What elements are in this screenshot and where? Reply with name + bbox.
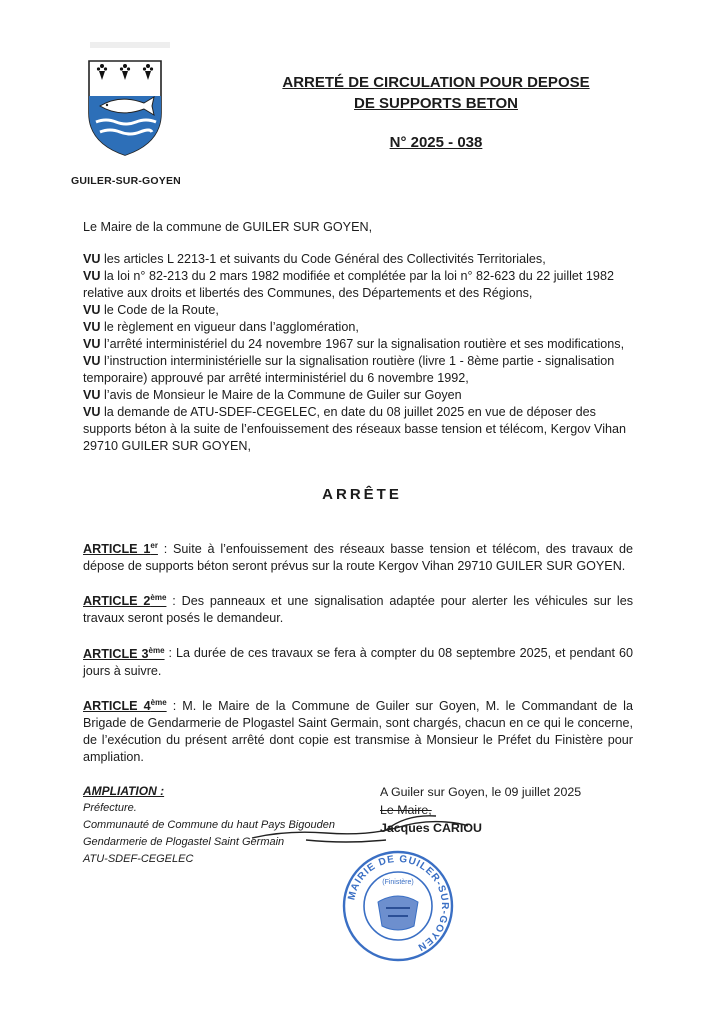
arrete-heading: ARRÊTE — [322, 486, 402, 503]
ampliation-recipient: ATU-SDEF-CEGELEC — [83, 853, 194, 865]
ampliation-recipient: Communauté de Commune du haut Pays Bigouden — [83, 819, 335, 831]
article-label-suffix: ème — [150, 697, 167, 707]
consideration-item — [83, 251, 633, 268]
ampliation-title: AMPLIATION : — [83, 784, 165, 798]
article-text: : Suite à l’enfouissement des réseaux basse tension et télécom, des travaux de dépose de supports béton seront prévus sur la route Kergov Vihan 29710 GUILER SUR GOYEN. — [83, 542, 634, 574]
consideration-lead: VU — [83, 337, 101, 351]
article-label-suffix: ème — [148, 645, 165, 655]
article-text: : La durée de ces travaux se fera à compter du 08 septembre 2025, et pendant 60 jours à suivre. — [83, 646, 633, 678]
preamble — [83, 219, 633, 455]
consideration-item — [83, 404, 633, 455]
consideration-lead: VU — [83, 252, 101, 266]
title-line-1: ARRETÉ DE CIRCULATION POUR DEPOSE — [282, 74, 590, 91]
consideration-text: l’instruction interministérielle sur la signalisation routière (livre 1 - 8ème partie - signalisation temporaire) approuvé par arrêté interministériel du 6 novembre 1992, — [83, 354, 615, 385]
consideration-item — [83, 353, 633, 387]
consideration-text: la loi n° 82-213 du 2 mars 1982 modifiée et complétée par la loi n° 82-623 du 22 juillet 1982 relative aux droits et libertés des Communes, des Départements et des Régions, — [83, 269, 614, 300]
mairie-stamp-icon — [342, 850, 454, 962]
article-label-suffix: ème — [150, 593, 167, 603]
article-label: ARTICLE 1er — [83, 541, 158, 557]
consideration-text: l’arrêté interministériel du 24 novembre 1967 sur la signalisation routière et ses modifications, — [100, 337, 625, 351]
article-2 — [83, 589, 633, 627]
consideration-lead: VU — [83, 303, 101, 317]
consideration-item — [83, 336, 633, 353]
ampliation-recipient: Préfecture. — [83, 802, 137, 814]
consideration-item — [83, 387, 633, 404]
consideration-lead: VU — [83, 320, 101, 334]
town-name-label: GUILER-SUR-GOYEN — [71, 175, 181, 187]
consideration-text: les articles L 2213-1 et suivants du Code Général des Collectivités Territoriales, — [100, 252, 546, 266]
consideration-lead: VU — [83, 388, 101, 402]
faint-watermark — [90, 38, 170, 52]
consideration-text: le règlement en vigueur dans l’agglomération, — [100, 320, 359, 334]
intro-line: Le Maire de la commune de GUILER SUR GOYEN, — [83, 220, 373, 234]
article-label-suffix: er — [150, 541, 158, 550]
considerations-list — [83, 251, 633, 455]
articles-list — [83, 537, 633, 780]
consideration-item — [83, 268, 633, 302]
consideration-text: le Code de la Route, — [100, 303, 219, 317]
consideration-text: la demande de ATU-SDEF-CEGELEC, en date du 08 juillet 2025 en vue de déposer des supports béton à la suite de l’enfouissement des réseaux basse tension et télécom, Kergov Vihan 29710 GUILER SUR GOYEN, — [83, 405, 627, 453]
article-1 — [83, 537, 633, 575]
consideration-item — [83, 302, 633, 319]
ampliation-recipient: Gendarmerie de Plogastel Saint Germain — [83, 836, 285, 848]
document-title — [256, 72, 616, 114]
article-text: : M. le Maire de la Commune de Guiler sur Goyen, M. le Commandant de la Brigade de Gendarmerie de Plogastel Saint Germain, sont chargés, chacun en ce qui le concerne, de l’exécution du présent arrêté dont copie est transmise à Monsieur le Préfet du Finistère pour ampliation. — [83, 698, 633, 764]
svg-text:MAIRIE DE GUILER-SUR-GOYEN: MAIRIE DE GUILER-SUR-GOYEN — [346, 853, 451, 953]
article-text: : Des panneaux et une signalisation adaptée pour alerter les véhicules sur les travaux seront posés le demandeur. — [83, 594, 633, 626]
decree-number: N° 2025 - 038 — [389, 134, 483, 151]
article-label: ARTICLE 4ème — [83, 697, 167, 713]
article-3 — [83, 641, 633, 679]
signature-place-date: A Guiler sur Goyen, le 09 juillet 2025 — [380, 785, 582, 799]
article-4 — [83, 694, 633, 766]
article-label: ARTICLE 3ème — [83, 645, 165, 661]
consideration-lead: VU — [83, 269, 101, 283]
article-label: ARTICLE 2ème — [83, 593, 167, 609]
signature-name: Jacques CARIOU — [380, 821, 482, 835]
signature-role: Le Maire, — [380, 803, 432, 817]
town-crest-icon — [86, 58, 164, 158]
consideration-lead: VU — [83, 405, 101, 419]
consideration-lead: VU — [83, 354, 101, 368]
consideration-text: l’avis de Monsieur le Maire de la Commune de Guiler sur Goyen — [100, 388, 462, 402]
consideration-item — [83, 319, 633, 336]
svg-text:(Finistère): (Finistère) — [382, 879, 414, 886]
title-line-2: DE SUPPORTS BETON — [354, 95, 518, 112]
